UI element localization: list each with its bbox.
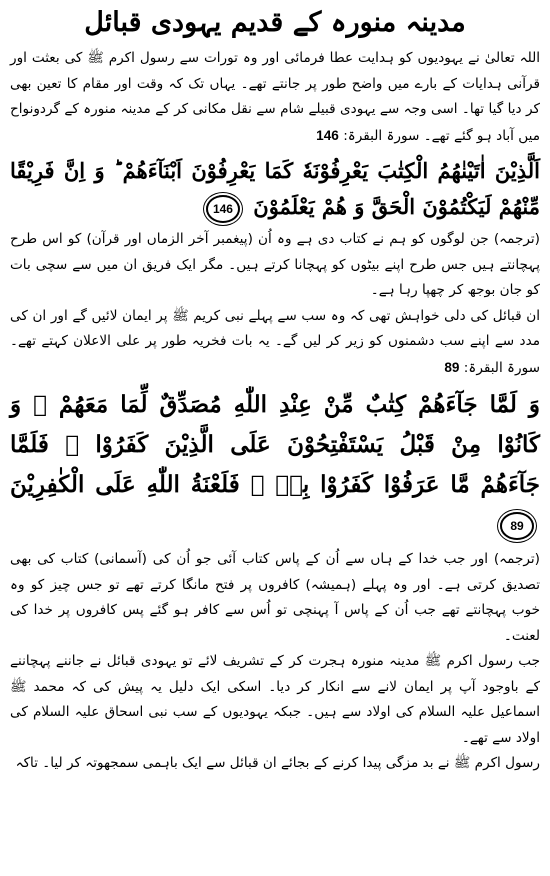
quran-verse-146 [10,153,540,225]
surah-reference-89: 89 [444,359,460,375]
verse-text-146: اَلَّذِیْنَ اٰتَیْنٰهُمُ الْكِتٰبَ یَعْرِفُوْنَهٗ كَمَا یَعْرِفُوْنَ اَبْنَآءَهُمْ ؕ وَ اِنَّ فَرِیْقًا مِّنْهُمْ لَیَكْتُمُوْنَ الْحَقَّ وَ هُمْ یَعْلَمُوْنَ [10,158,540,219]
quran-verse-89 [10,385,540,545]
intro-paragraph [10,46,540,149]
hijrah-paragraph: جب رسول اکرم ﷺ مدینہ منورہ ہجرت کر کے تشریف لائے تو یہودی قبائل نے جاننے پہچاننے کے باوجود آپ پر ایمان لانے سے انکار کر دیا۔ اسکی ایک دلیل یہ پیش کی کہ محمد ﷺ اسماعیل علیہ السلام کی اولاد سے ہیں۔ جبکہ یہودیوں کے سب نبی اسحاق علیہ السلام کی اولاد سے تھے۔ [10,653,540,746]
treaty-paragraph: رسول اکرم ﷺ نے بد مزگی پیدا کرنے کے بجائے ان قبائل سے ایک باہمی سمجھوتہ کر لیا۔ تاکہ [15,755,540,771]
tribes-wish-text: ان قبائل کی دلی خواہش تھی کہ وہ سب سے پہلے نبی کریم ﷺ پر ایمان لائیں گے اور ان کی مدد سے اپنے سب دشمنوں کو زیر کر لیں گے۔ یہ بات فخریہ طور پر علی الاعلان کہتے تھے۔ سورۃ البقرۃ: [10,307,540,376]
surah-reference-146: 146 [316,127,339,143]
page-title: مدینہ منورہ کے قدیم یہودی قبائل [84,7,466,38]
intro-text: اللہ تعالیٰ نے یہودیوں کو ہدایت عطا فرمائی اور وہ تورات سے رسول اکرم ﷺ کی بعثت اور قرآنی ہدایات کے بارے میں واضح طور پر جانتے تھے۔ یہاں تک کہ وقت اور مقام کا تعین بھی کر دیا گیا تھا۔ اسی وجہ سے یہودی قبیلے شام سے نقل مکانی کر کے مدینہ منورہ کے گردونواح میں آباد ہو گئے تھے۔ سورۃ البقرۃ: [10,50,540,144]
ayah-number-marker: 89 [500,512,534,540]
tribes-wish-paragraph [10,304,540,382]
verse-text-89: وَ لَمَّا جَآءَهُمْ كِتٰبٌ مِّنْ عِنْدِ اللّٰهِ مُصَدِّقٌ لِّمَا مَعَهُمْ ۙ وَ كَانُوْا مِنْ قَبْلُ یَسْتَفْتِحُوْنَ عَلَى الَّذِیْنَ كَفَرُوْا ۚ فَلَمَّا جَآءَهُمْ مَّا عَرَفُوْا كَفَرُوْا بِهٖ ؗ فَلَعْنَةُ اللّٰهِ عَلَى الْكٰفِرِیْنَ [10,391,540,498]
translation-paragraph-146: (ترجمہ) جن لوگوں کو ہم نے کتاب دی ہے وہ اُن (پیغمبر آخر الزماں اور قرآن) کو اس طرح پہچانتے ہیں جس طرح اپنے بیٹوں کو پہچانا کرتے ہیں۔ مگر ایک فریق ان میں سے سچی بات کو جان بوجھ کر چھپا رہا ہے۔ [10,231,540,298]
translation-paragraph-89: (ترجمہ) اور جب خدا کے ہاں سے اُن کے پاس کتاب آئی جو اُن کی (آسمانی) کتاب کی بھی تصدیق کرتی ہے۔ اور وہ پہلے (ہمیشہ) کافروں پر فتح مانگا کرتے تھے تو جس چیز کو وہ خوب پہچانتے تھے جب اُن کے پاس آ پہنچی تو اُس سے کافر ہو گئے پس کافروں پر خدا کی لعنت۔ [10,551,540,644]
ayah-number-marker: 146 [206,195,240,223]
